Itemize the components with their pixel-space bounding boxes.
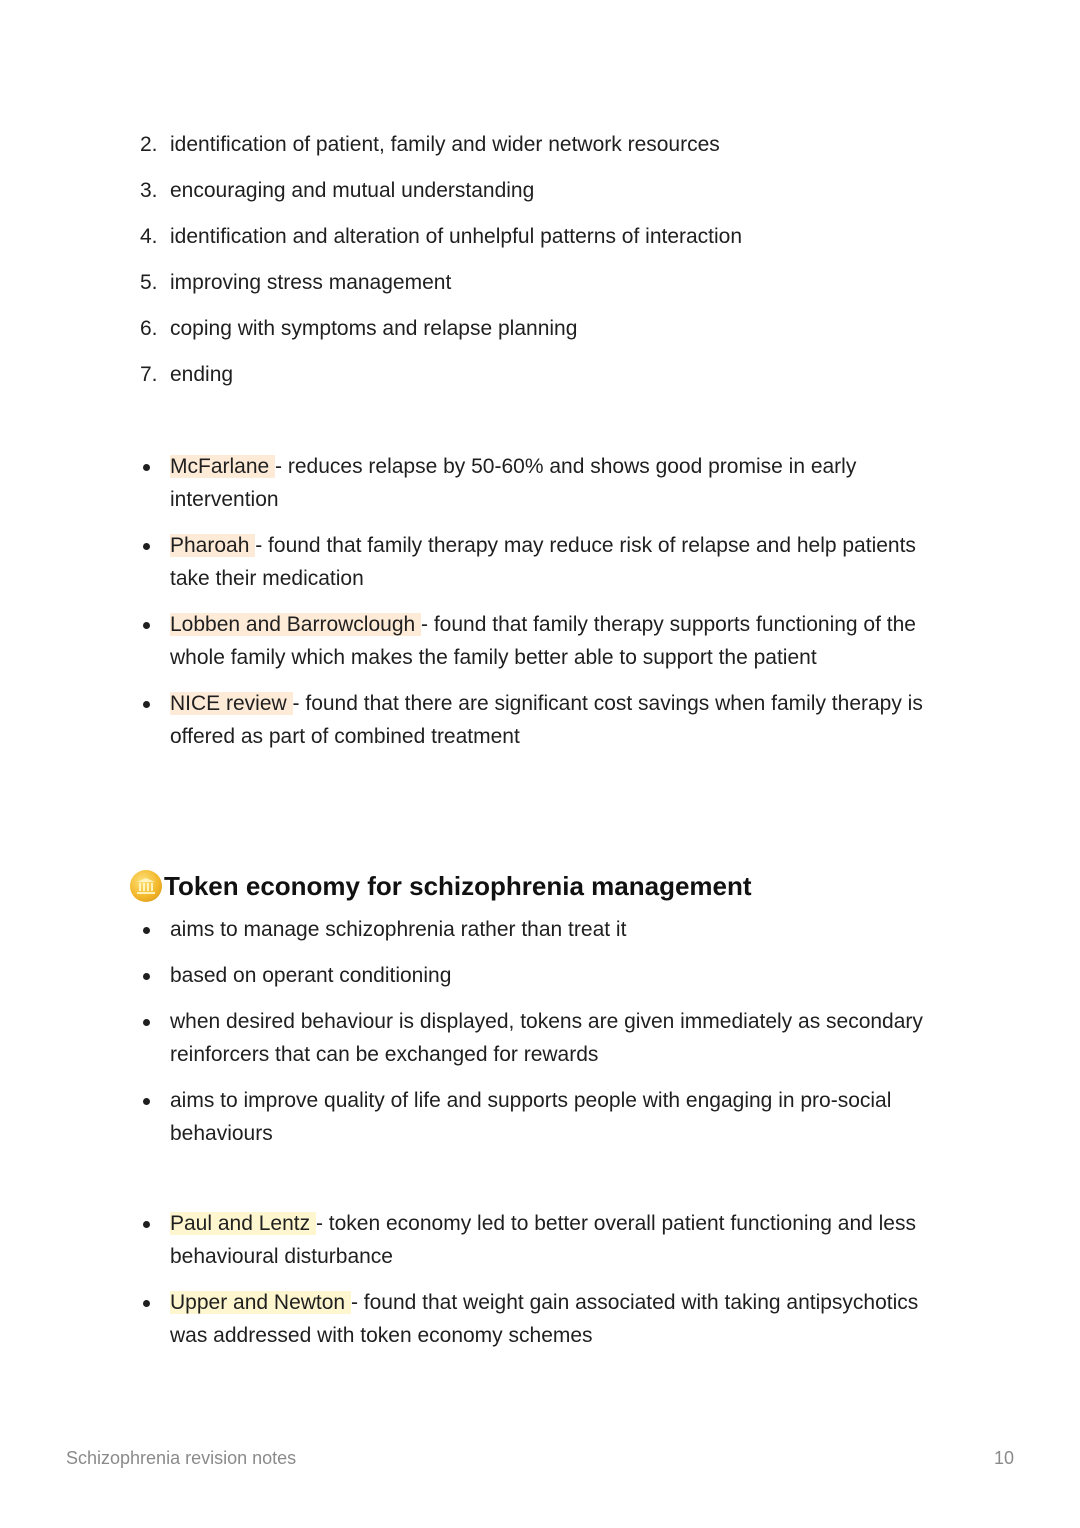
evidence-text: - found that there are significant cost savings when family therapy is offered as part of combined treatment <box>170 692 923 748</box>
point-text: aims to improve quality of life and supports people with engaging in pro-social behaviours <box>170 1089 892 1145</box>
point-text: aims to manage schizophrenia rather than treat it <box>170 918 627 941</box>
researcher-name-highlight: Upper and Newton <box>170 1291 351 1314</box>
token-economy-evidence-list <box>140 1207 960 1352</box>
list-item <box>140 913 960 946</box>
list-item <box>140 128 960 174</box>
footer-title: Schizophrenia revision notes <box>66 1448 297 1468</box>
list-item-text: coping with symptoms and relapse planning <box>170 317 578 340</box>
list-item <box>140 220 960 266</box>
researcher-name-highlight: Pharoah <box>170 534 256 557</box>
bullet-icon <box>143 1098 150 1105</box>
list-item <box>140 312 960 358</box>
evidence-text: - found that weight gain associated with taking antipsychotics was addressed with token economy schemes <box>170 1291 919 1347</box>
list-item <box>140 358 960 404</box>
bullet-icon <box>143 464 150 471</box>
point-text: when desired behaviour is displayed, tokens are given immediately as secondary reinforcers that can be exchanged for rewards <box>170 1010 923 1066</box>
list-item <box>140 1207 960 1273</box>
evidence-text: - token economy led to better overall patient functioning and less behavioural disturbance <box>170 1212 916 1268</box>
bullet-icon <box>143 543 150 550</box>
point-text: based on operant conditioning <box>170 964 452 987</box>
bullet-icon <box>143 1300 150 1307</box>
list-number: 6. <box>140 317 158 340</box>
bullet-icon <box>143 1019 150 1026</box>
evidence-text: - reduces relapse by 50-60% and shows good promise in early intervention <box>170 455 857 511</box>
bullet-icon <box>143 622 150 629</box>
list-item <box>140 687 960 753</box>
list-item <box>140 450 960 516</box>
list-number: 4. <box>140 225 158 248</box>
section-heading <box>130 868 752 904</box>
bullet-icon <box>143 973 150 980</box>
page-number: 10 <box>993 1448 1014 1468</box>
section-title: Token economy for schizophrenia management <box>164 870 752 901</box>
list-item-text: ending <box>170 363 234 386</box>
list-item <box>140 608 960 674</box>
list-item <box>140 1286 960 1352</box>
list-item-text: improving stress management <box>170 271 452 294</box>
researcher-name-highlight: Paul and Lentz <box>170 1212 316 1235</box>
coin-icon <box>130 870 162 902</box>
list-item <box>140 1084 960 1150</box>
list-number: 3. <box>140 179 158 202</box>
list-item-text: encouraging and mutual understanding <box>170 179 535 202</box>
list-item-text: identification of patient, family and wider network resources <box>170 133 720 156</box>
list-number: 7. <box>140 363 158 386</box>
bullet-icon <box>143 927 150 934</box>
list-number: 2. <box>140 133 158 156</box>
list-item <box>140 1005 960 1071</box>
list-item-text: identification and alteration of unhelpful patterns of interaction <box>170 225 743 248</box>
token-economy-points-list <box>140 913 960 1150</box>
researcher-name-highlight: McFarlane <box>170 455 276 478</box>
family-therapy-evidence-list <box>140 450 960 753</box>
list-item <box>140 266 960 312</box>
bullet-icon <box>143 1221 150 1228</box>
evidence-text: - found that family therapy supports functioning of the whole family which makes the family better able to support the patient <box>170 613 916 669</box>
family-therapy-steps-list <box>140 128 960 404</box>
list-item <box>140 529 960 595</box>
researcher-name-highlight: NICE review <box>170 692 293 715</box>
researcher-name-highlight: Lobben and Barrowclough <box>170 613 422 636</box>
evidence-text: - found that family therapy may reduce risk of relapse and help patients take their medication <box>170 534 916 590</box>
list-item <box>140 174 960 220</box>
bullet-icon <box>143 701 150 708</box>
list-item <box>140 959 960 992</box>
list-number: 5. <box>140 271 158 294</box>
